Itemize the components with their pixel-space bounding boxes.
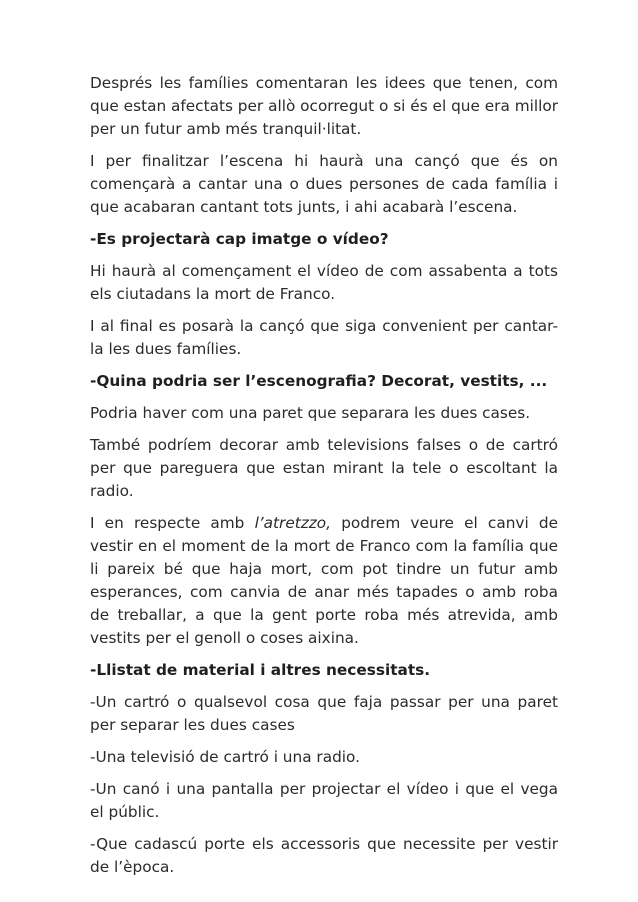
paragraph-families-discuss: Després les famílies comentaran les idees que tenen, com que estan afectats per allò ocorregut o si és el que era millor per un futur amb més tranquil·litat. bbox=[90, 74, 558, 138]
list-item-cardboard-tv: -Una televisió de cartró i una radio. bbox=[90, 748, 361, 766]
paragraph-closing-song: I al final es posarà la cançó que siga convenient per cantar-la les dues famílies. bbox=[90, 317, 558, 358]
paragraph-costumes bbox=[90, 512, 558, 650]
paragraph-dividing-wall: Podria haver com una paret que separara les dues cases. bbox=[90, 404, 531, 422]
paragraph-fake-televisions: També podríem decorar amb televisions falses o de cartró per que pareguera que estan mirant la tele o escoltant la radio. bbox=[90, 436, 558, 500]
heading-scenography: -Quina podria ser l’escenografia? Decorat, vestits, ... bbox=[90, 372, 548, 390]
costumes-text-before: I en respecte amb bbox=[90, 514, 255, 532]
heading-material-list: -Llistat de material i altres necessitats. bbox=[90, 661, 431, 679]
list-item-accessories: -Que cadascú porte els accessoris que necessite per vestir de l’època. bbox=[90, 835, 558, 876]
atretzzo-italic-term: l’atretzzo, bbox=[254, 514, 332, 532]
list-item-cardboard-wall: -Un cartró o qualsevol cosa que faja passar per una paret per separar les dues cases bbox=[90, 693, 558, 734]
list-item-projector: -Un canó i una pantalla per projectar el vídeo i que el vega el públic. bbox=[90, 780, 558, 821]
paragraph-opening-video: Hi haurà al començament el vídeo de com assabenta a tots els ciutadans la mort de Franco. bbox=[90, 262, 558, 303]
costumes-text-after: podrem veure el canvi de vestir en el moment de la mort de Franco com la família que li pareix bé que haja mort, com pot tindre un futur amb esperances, com canvia de anar més tapades o amb roba de treballar, a que la gent porte roba més atrevida, amb vestits per el genoll o coses aixina. bbox=[90, 514, 559, 647]
document-page bbox=[90, 72, 558, 888]
heading-image-or-video: -Es projectarà cap imatge o vídeo? bbox=[90, 230, 389, 248]
paragraph-final-song: I per finalitzar l’escena hi haurà una cançó que és on començarà a cantar una o dues persones de cada família i que acabaran cantant tots junts, i ahi acabarà l’escena. bbox=[90, 152, 558, 216]
